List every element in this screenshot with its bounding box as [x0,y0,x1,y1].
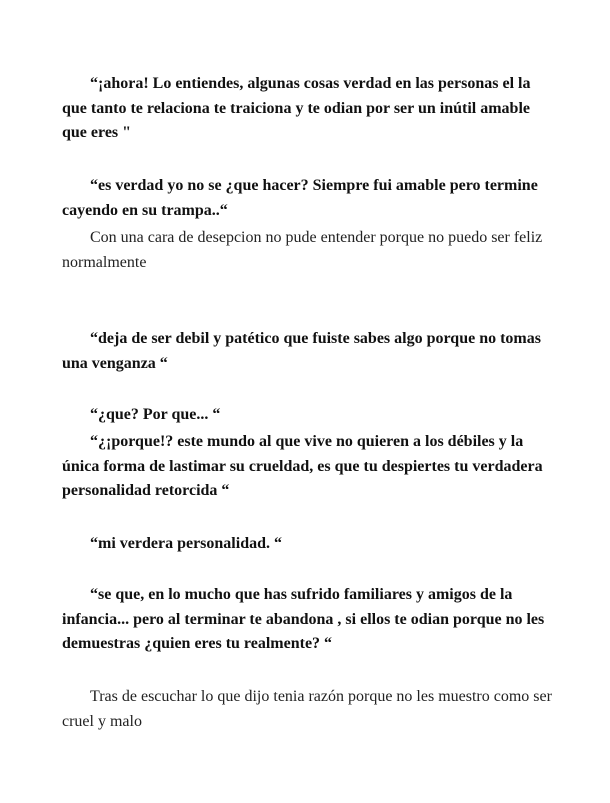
text-line: “¿¡porque!? este mundo al que vive no quieren a los débiles y la [90,433,524,450]
text-line: “deja de ser debil y patético que fuiste sabes algo porque no tomas [90,330,541,347]
paragraph-narration-2 [62,685,562,734]
text-line: Con una cara de desepcion no pude entender porque no puedo ser feliz [90,229,543,246]
text-line: una venganza “ [62,354,168,372]
text-line: demuestras ¿quien eres tu realmente? “ [62,635,333,652]
text-line: única forma de lastimar su crueldad, es que tu despiertes tu verdadera [62,457,543,475]
text-line: normalmente [62,253,147,271]
paragraph-dialogue-4 [62,403,562,428]
text-line: “es verdad yo no se ¿que hacer? Siempre fui amable pero termine [90,177,538,194]
text-line: infancia... pero al terminar te abandona , si ellos te odian porque no les [62,610,545,628]
text-line: “¿que? Por que... “ [90,406,221,423]
text-line: “¡ahora! Lo entiendes, algunas cosas verdad en las personas el la [90,75,531,92]
text-line: “mi verdera personalidad. “ [90,535,282,552]
text-line: que tanto te relaciona te traiciona y te odian por ser un inútil amable [62,99,530,117]
text-line: Tras de escuchar lo que dijo tenia razón porque no les muestro como ser [90,688,552,705]
paragraph-dialogue-1 [62,72,562,146]
text-line: que eres " [62,124,132,141]
paragraph-narration-1 [62,226,562,275]
paragraph-dialogue-7 [62,583,562,657]
text-line: “se que, en lo mucho que has sufrido familiares y amigos de la [90,586,513,603]
text-line: cruel y malo [62,712,142,730]
text-line: personalidad retorcida “ [62,482,230,499]
paragraph-dialogue-5 [62,430,562,504]
paragraph-dialogue-2 [62,174,562,223]
paragraph-dialogue-6 [62,532,562,557]
text-line: cayendo en su trampa..“ [62,201,228,219]
paragraph-dialogue-3 [62,327,562,376]
